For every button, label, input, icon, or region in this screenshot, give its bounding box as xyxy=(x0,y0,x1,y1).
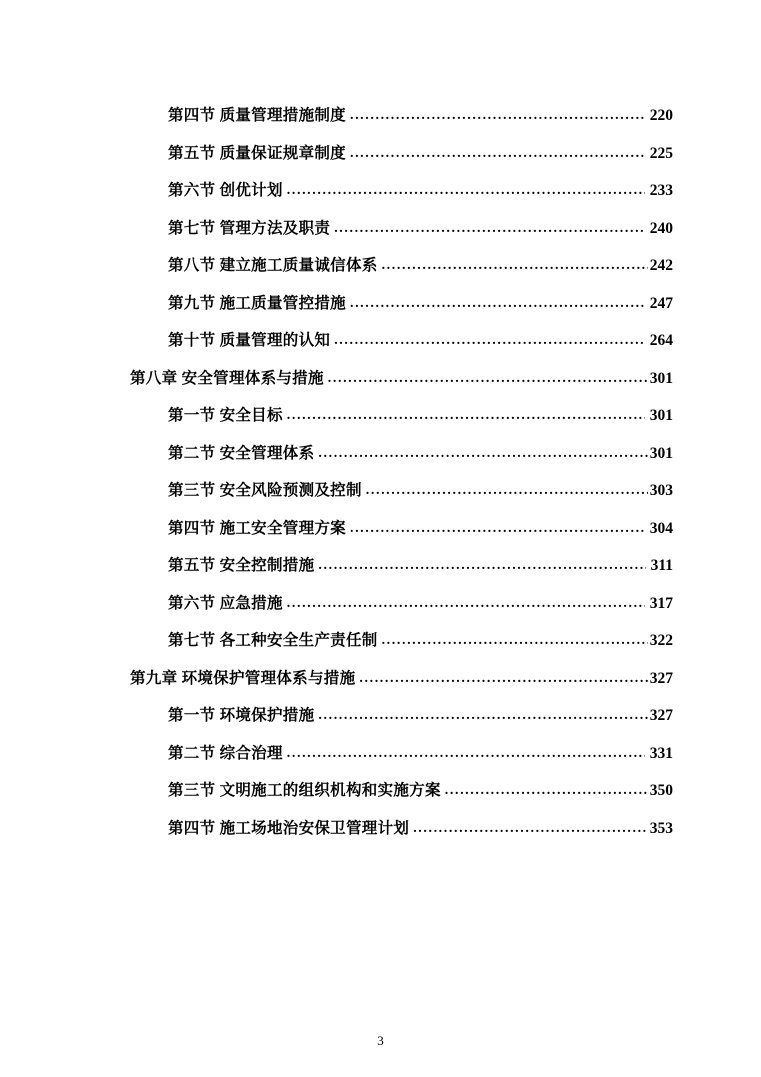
toc-entry-title: 第四节 施工场地治安保卫管理计划 xyxy=(168,819,410,837)
toc-leader-dots xyxy=(359,672,647,686)
toc-entry-page: 327 xyxy=(649,707,673,724)
toc-entry[interactable] xyxy=(88,258,673,274)
toc-entry[interactable] xyxy=(88,558,673,574)
toc-entry-page: 353 xyxy=(649,819,673,837)
toc-leader-dots xyxy=(445,784,648,798)
toc-entry-page: 311 xyxy=(650,557,673,574)
toc-leader-dots xyxy=(366,484,648,498)
toc-entry-page: 322 xyxy=(649,632,673,649)
toc-leader-dots xyxy=(318,709,647,723)
toc-entry-title: 第三节 安全风险预测及控制 xyxy=(168,482,362,499)
toc-leader-dots xyxy=(350,297,646,311)
toc-entry[interactable] xyxy=(88,821,673,837)
table-of-contents xyxy=(88,108,673,837)
toc-entry-page: 242 xyxy=(649,257,673,274)
toc-entry-page: 331 xyxy=(649,744,673,762)
toc-entry[interactable] xyxy=(88,446,673,462)
toc-entry-title: 第五节 质量保证规章制度 xyxy=(168,144,346,162)
toc-entry-page: 301 xyxy=(649,444,673,462)
toc-entry[interactable] xyxy=(88,521,673,537)
toc-entry-title: 第十节 质量管理的认知 xyxy=(168,332,331,349)
toc-leader-dots xyxy=(350,522,646,536)
toc-entry-title: 第四节 施工安全管理方案 xyxy=(168,519,346,537)
toc-entry-page: 301 xyxy=(649,369,673,387)
toc-entry-page: 247 xyxy=(649,294,673,312)
toc-leader-dots xyxy=(350,109,646,123)
toc-entry-title: 第三节 文明施工的组织机构和实施方案 xyxy=(168,782,441,799)
toc-entry-title: 第一节 环境保护措施 xyxy=(168,707,315,724)
toc-leader-dots xyxy=(328,372,648,386)
toc-entry[interactable] xyxy=(88,333,673,349)
toc-entry[interactable] xyxy=(88,296,673,312)
toc-leader-dots xyxy=(413,822,646,836)
toc-leader-dots xyxy=(382,634,648,648)
toc-entry[interactable] xyxy=(88,183,673,199)
toc-entry[interactable] xyxy=(88,783,673,799)
toc-entry-title: 第六节 应急措施 xyxy=(168,594,283,612)
toc-entry-page: 225 xyxy=(649,144,673,162)
toc-entry[interactable] xyxy=(88,146,673,162)
toc-entry-title: 第七节 各工种安全生产责任制 xyxy=(168,632,378,649)
toc-entry-page: 240 xyxy=(649,219,673,237)
toc-entry-page: 220 xyxy=(649,107,673,124)
toc-entry-title: 第四节 质量管理措施制度 xyxy=(168,107,346,124)
toc-entry-title: 第一节 安全目标 xyxy=(168,407,283,424)
toc-entry[interactable] xyxy=(88,483,673,499)
toc-entry-title: 第六节 创优计划 xyxy=(168,182,283,199)
toc-entry-page: 327 xyxy=(649,669,673,687)
toc-leader-dots xyxy=(287,184,645,198)
toc-entry-page: 301 xyxy=(649,407,673,424)
toc-entry[interactable] xyxy=(88,371,673,387)
toc-entry[interactable] xyxy=(88,221,673,237)
toc-entry-title: 第二节 安全管理体系 xyxy=(168,444,315,462)
toc-entry-title: 第九节 施工质量管控措施 xyxy=(168,294,346,312)
page-number: 3 xyxy=(377,1033,384,1048)
toc-entry[interactable] xyxy=(88,596,673,612)
toc-entry-title: 第五节 安全控制措施 xyxy=(168,557,315,574)
toc-entry-title: 第八节 建立施工质量诚信体系 xyxy=(168,257,378,274)
toc-entry-title: 第七节 管理方法及职责 xyxy=(168,219,331,237)
toc-leader-dots xyxy=(287,597,645,611)
toc-leader-dots xyxy=(334,334,645,348)
toc-entry[interactable] xyxy=(88,746,673,762)
toc-leader-dots xyxy=(334,222,645,236)
toc-entry-title: 第九章 环境保护管理体系与措施 xyxy=(130,669,356,687)
toc-leader-dots xyxy=(287,747,645,761)
toc-entry[interactable] xyxy=(88,708,673,724)
page-footer xyxy=(0,1033,761,1049)
toc-leader-dots xyxy=(318,447,647,461)
toc-entry[interactable] xyxy=(88,108,673,124)
toc-leader-dots xyxy=(287,409,645,423)
toc-entry-page: 303 xyxy=(649,482,673,499)
toc-leader-dots xyxy=(382,259,648,273)
toc-entry[interactable] xyxy=(88,408,673,424)
toc-leader-dots xyxy=(318,559,646,573)
toc-entry-page: 304 xyxy=(649,519,673,537)
toc-entry-title: 第二节 综合治理 xyxy=(168,744,283,762)
toc-entry[interactable] xyxy=(88,633,673,649)
toc-leader-dots xyxy=(350,147,646,161)
toc-entry[interactable] xyxy=(88,671,673,687)
toc-entry-page: 350 xyxy=(649,782,673,799)
toc-entry-title: 第八章 安全管理体系与措施 xyxy=(130,369,324,387)
toc-entry-page: 317 xyxy=(649,594,673,612)
toc-entry-page: 233 xyxy=(649,182,673,199)
toc-entry-page: 264 xyxy=(649,332,673,349)
